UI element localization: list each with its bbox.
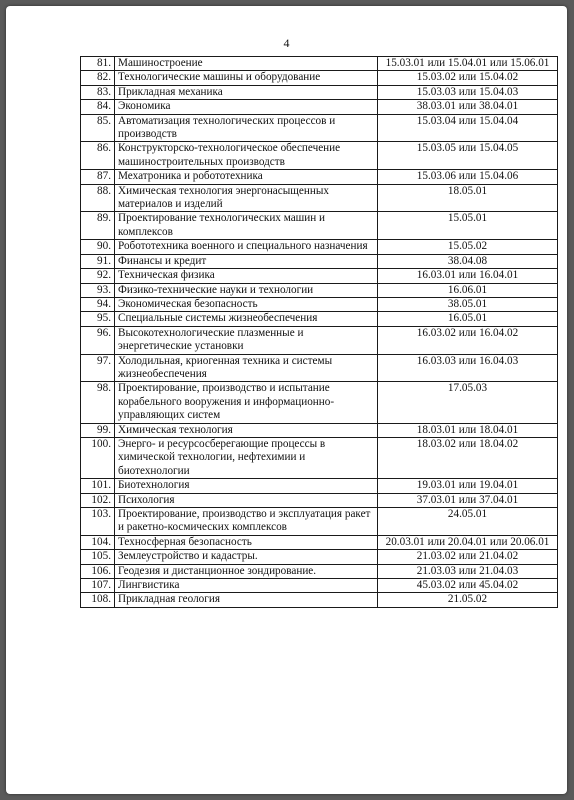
table-row (81, 142, 558, 170)
table-row (81, 184, 558, 212)
table-row (81, 382, 558, 423)
specialty-name: Техносферная безопасность (115, 535, 378, 549)
table-row (81, 114, 558, 142)
table-row (81, 564, 558, 578)
specialty-code: 15.03.06 или 15.04.06 (378, 170, 558, 184)
table-row (81, 170, 558, 184)
specialty-name: Холодильная, криогенная техника и системы жизнеобеспечения (115, 354, 378, 382)
specialty-name: Экономическая безопасность (115, 297, 378, 311)
specialty-name: Машиностроение (115, 57, 378, 71)
row-number: 108. (81, 593, 115, 607)
specialty-name: Технологические машины и оборудование (115, 71, 378, 85)
table-row (81, 100, 558, 114)
specialty-code: 16.06.01 (378, 283, 558, 297)
row-number: 82. (81, 71, 115, 85)
specialty-code: 15.03.04 или 15.04.04 (378, 114, 558, 142)
row-number: 91. (81, 254, 115, 268)
specialty-code: 20.03.01 или 20.04.01 или 20.06.01 (378, 535, 558, 549)
row-number: 84. (81, 100, 115, 114)
document-page (6, 6, 567, 794)
table-row (81, 269, 558, 283)
row-number: 102. (81, 493, 115, 507)
table-row (81, 57, 558, 71)
table-row (81, 254, 558, 268)
specialty-name: Робототехника военного и специального назначения (115, 240, 378, 254)
specialty-name: Проектирование технологических машин и комплексов (115, 212, 378, 240)
specialties-table (80, 56, 558, 608)
specialty-code: 16.03.02 или 16.04.02 (378, 326, 558, 354)
row-number: 103. (81, 508, 115, 536)
specialty-code: 15.03.05 или 15.04.05 (378, 142, 558, 170)
specialty-code: 16.05.01 (378, 312, 558, 326)
specialty-name: Физико-технические науки и технологии (115, 283, 378, 297)
specialty-name: Проектирование, производство и испытание корабельного вооружения и информационно-управляющих систем (115, 382, 378, 423)
specialty-name: Техническая физика (115, 269, 378, 283)
specialty-name: Мехатроника и робототехника (115, 170, 378, 184)
table-row (81, 550, 558, 564)
row-number: 98. (81, 382, 115, 423)
table-row (81, 423, 558, 437)
specialty-name: Химическая технология (115, 423, 378, 437)
specialty-code: 18.03.02 или 18.04.02 (378, 437, 558, 478)
specialty-code: 21.03.02 или 21.04.02 (378, 550, 558, 564)
row-number: 83. (81, 85, 115, 99)
specialty-name: Автоматизация технологических процессов и производств (115, 114, 378, 142)
row-number: 86. (81, 142, 115, 170)
row-number: 105. (81, 550, 115, 564)
page-number: 4 (283, 36, 290, 50)
row-number: 95. (81, 312, 115, 326)
row-number: 104. (81, 535, 115, 549)
row-number: 93. (81, 283, 115, 297)
specialty-name: Психология (115, 493, 378, 507)
specialty-code: 37.03.01 или 37.04.01 (378, 493, 558, 507)
row-number: 106. (81, 564, 115, 578)
specialty-name: Прикладная механика (115, 85, 378, 99)
specialty-code: 38.05.01 (378, 297, 558, 311)
row-number: 90. (81, 240, 115, 254)
row-number: 89. (81, 212, 115, 240)
specialty-code: 38.03.01 или 38.04.01 (378, 100, 558, 114)
specialty-code: 38.04.08 (378, 254, 558, 268)
specialty-code: 18.03.01 или 18.04.01 (378, 423, 558, 437)
specialty-code: 21.03.03 или 21.04.03 (378, 564, 558, 578)
specialty-name: Финансы и кредит (115, 254, 378, 268)
specialty-name: Геодезия и дистанционное зондирование. (115, 564, 378, 578)
specialty-name: Землеустройство и кадастры. (115, 550, 378, 564)
specialty-name: Химическая технология энергонасыщенных материалов и изделий (115, 184, 378, 212)
table-row (81, 71, 558, 85)
row-number: 101. (81, 479, 115, 493)
specialty-code: 45.03.02 или 45.04.02 (378, 579, 558, 593)
table-row (81, 297, 558, 311)
row-number: 92. (81, 269, 115, 283)
specialty-code: 18.05.01 (378, 184, 558, 212)
specialty-name: Биотехнология (115, 479, 378, 493)
specialty-code: 19.03.01 или 19.04.01 (378, 479, 558, 493)
specialty-name: Лингвистика (115, 579, 378, 593)
specialty-name: Конструкторско-технологическое обеспечение машиностроительных производств (115, 142, 378, 170)
table-row (81, 579, 558, 593)
table-row (81, 437, 558, 478)
table-row (81, 326, 558, 354)
specialty-name: Экономика (115, 100, 378, 114)
specialty-code: 16.03.03 или 16.04.03 (378, 354, 558, 382)
row-number: 94. (81, 297, 115, 311)
specialty-name: Проектирование, производство и эксплуатация ракет и ракетно-космических комплексов (115, 508, 378, 536)
row-number: 81. (81, 57, 115, 71)
specialty-code: 15.03.01 или 15.04.01 или 15.06.01 (378, 57, 558, 71)
specialty-name: Энерго- и ресурсосберегающие процессы в химической технологии, нефтехимии и биотехнологии (115, 437, 378, 478)
row-number: 87. (81, 170, 115, 184)
specialty-name: Специальные системы жизнеобеспечения (115, 312, 378, 326)
table-body (81, 57, 558, 608)
table-row (81, 493, 558, 507)
specialty-code: 16.03.01 или 16.04.01 (378, 269, 558, 283)
specialty-code: 15.03.03 или 15.04.03 (378, 85, 558, 99)
row-number: 100. (81, 437, 115, 478)
specialty-name: Прикладная геология (115, 593, 378, 607)
table-row (81, 212, 558, 240)
row-number: 96. (81, 326, 115, 354)
specialty-code: 15.05.02 (378, 240, 558, 254)
specialty-code: 17.05.03 (378, 382, 558, 423)
table-row (81, 535, 558, 549)
specialty-code: 24.05.01 (378, 508, 558, 536)
specialty-name: Высокотехнологические плазменные и энергетические установки (115, 326, 378, 354)
specialty-code: 15.03.02 или 15.04.02 (378, 71, 558, 85)
row-number: 88. (81, 184, 115, 212)
row-number: 85. (81, 114, 115, 142)
table-row (81, 479, 558, 493)
table-row (81, 240, 558, 254)
table-row (81, 312, 558, 326)
row-number: 99. (81, 423, 115, 437)
table-row (81, 593, 558, 607)
table-row (81, 354, 558, 382)
table-row (81, 85, 558, 99)
table-row (81, 283, 558, 297)
specialty-code: 15.05.01 (378, 212, 558, 240)
row-number: 107. (81, 579, 115, 593)
row-number: 97. (81, 354, 115, 382)
table-row (81, 508, 558, 536)
specialty-code: 21.05.02 (378, 593, 558, 607)
